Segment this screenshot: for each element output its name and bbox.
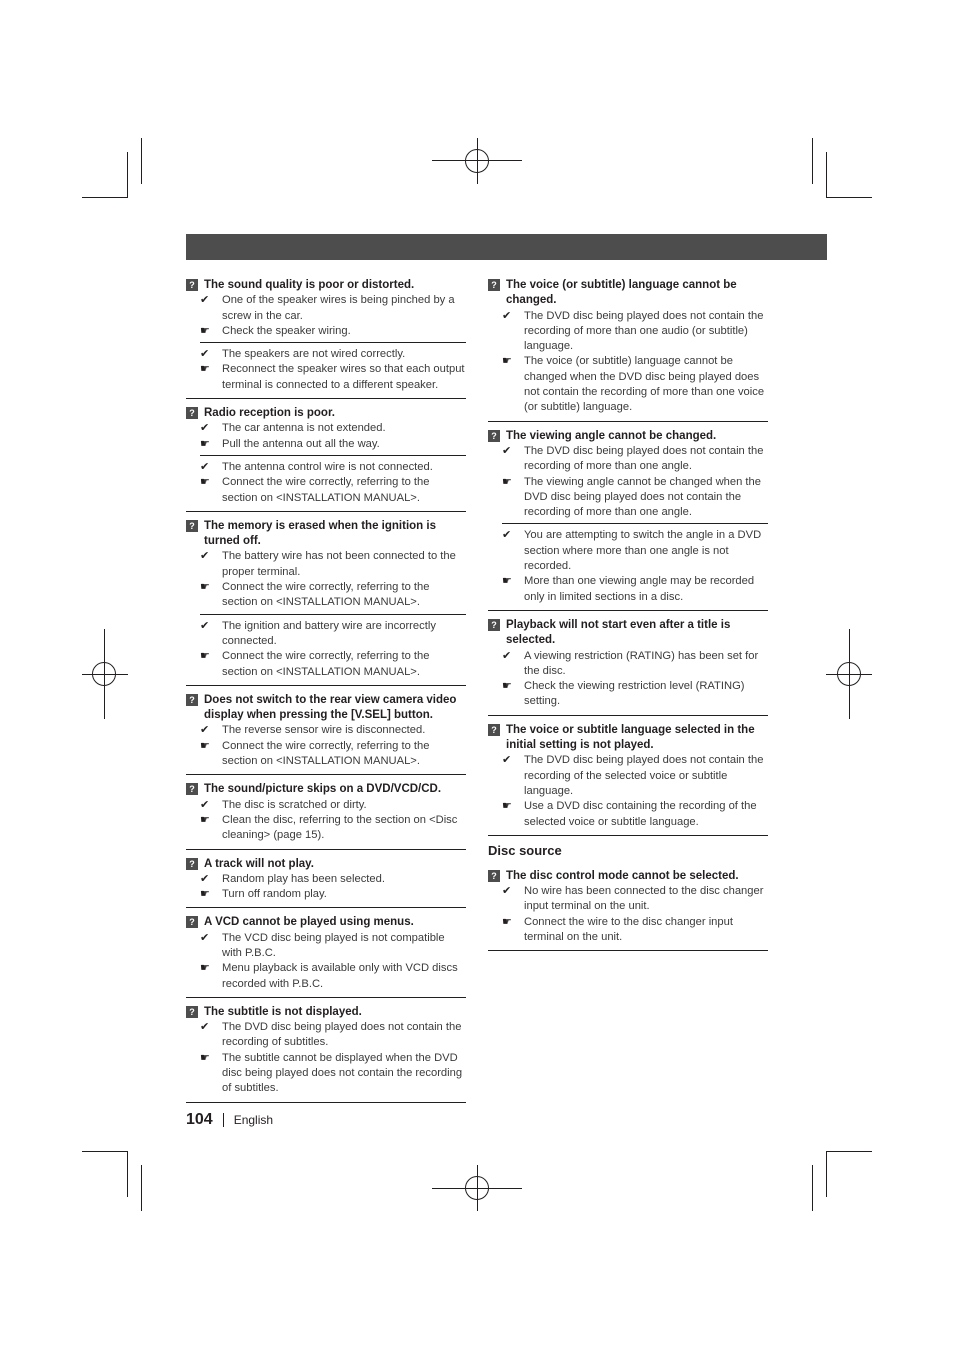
cause-solution-group (502, 884, 768, 948)
troubleshooting-section (186, 782, 466, 849)
question-row (488, 618, 768, 649)
troubleshooting-section (488, 278, 768, 422)
checkmark-icon: ✔ (200, 1021, 210, 1034)
checkmark-icon: ✔ (200, 348, 210, 361)
crop-mark (82, 1151, 128, 1152)
crop-mark (127, 1151, 128, 1197)
cause-text: The DVD disc being played does not contain the recording of more than one angle. (524, 444, 764, 473)
cause-item (200, 460, 466, 475)
question-row (186, 406, 466, 421)
cause-item (502, 753, 768, 799)
cause-text: The car antenna is not extended. (222, 422, 386, 435)
solution-text: Menu playback is available only with VCD discs recorded with P.B.C. (222, 962, 458, 990)
solution-item (200, 739, 466, 770)
solution-text: The voice (or subtitle) language cannot be changed when the DVD disc being played does not contain the recording of more than one voice (or subtitle) language. (524, 355, 765, 414)
solution-item (502, 799, 768, 830)
solution-item (502, 574, 768, 605)
pointing-hand-icon: ☛ (502, 680, 512, 693)
solution-text: Check the speaker wiring. (222, 324, 351, 337)
solution-item (200, 961, 466, 992)
question-text: The memory is erased when the ignition is turned off. (204, 519, 436, 548)
question-row (488, 869, 768, 884)
cause-solution-group (200, 421, 466, 455)
crop-mark (826, 1151, 872, 1152)
checkmark-icon: ✔ (200, 294, 210, 307)
cause-text: No wire has been connected to the disc changer input terminal on the unit. (524, 885, 764, 913)
crop-mark (826, 152, 827, 198)
troubleshooting-section (186, 406, 466, 512)
checkmark-icon: ✔ (502, 309, 512, 322)
cause-item (200, 347, 466, 362)
right-troubleshooting-list (488, 278, 768, 836)
solution-text: More than one viewing angle may be recorded only in limited sections in a disc. (524, 575, 755, 603)
cause-solution-group (200, 455, 466, 509)
crop-mark (826, 1151, 827, 1197)
question-text: Does not switch to the rear view camera video display when pressing the [V.SEL] button. (204, 693, 457, 722)
question-mark-icon: ? (186, 1006, 198, 1018)
cause-solution-group (502, 523, 768, 607)
checkmark-icon: ✔ (502, 885, 512, 898)
solution-item (200, 475, 466, 506)
question-row (186, 857, 466, 872)
pointing-hand-icon: ☛ (502, 800, 512, 813)
left-column (186, 278, 466, 1110)
checkmark-icon: ✔ (200, 460, 210, 473)
question-text: The voice or subtitle language selected in the initial setting is not played. (506, 723, 755, 752)
right-column (488, 278, 768, 958)
troubleshooting-section (488, 618, 768, 716)
question-row (186, 693, 466, 724)
solution-item (200, 362, 466, 393)
crop-mark (141, 1165, 142, 1211)
crop-mark (82, 197, 128, 198)
troubleshooting-section (488, 869, 768, 951)
question-text: The voice (or subtitle) language cannot be changed. (506, 279, 737, 307)
pointing-hand-icon: ☛ (200, 363, 210, 376)
cause-text: The DVD disc being played does not contain the recording of the selected voice or subtitle language. (524, 754, 764, 797)
solution-item (200, 437, 466, 452)
cause-text: The DVD disc being played does not contain the recording of subtitles. (222, 1021, 462, 1049)
cause-item (200, 619, 466, 650)
crop-mark (127, 152, 128, 198)
cause-solution-group (200, 798, 466, 847)
solution-item (200, 1051, 466, 1097)
cause-item (200, 931, 466, 962)
pointing-hand-icon: ☛ (200, 650, 210, 663)
checkmark-icon: ✔ (502, 754, 512, 767)
cause-item (502, 309, 768, 355)
cause-solution-group (200, 549, 466, 613)
pointing-hand-icon: ☛ (200, 476, 210, 489)
solution-text: The subtitle cannot be displayed when the DVD disc being played does not contain the recording of subtitles. (222, 1051, 463, 1095)
pointing-hand-icon: ☛ (200, 813, 210, 826)
question-row (186, 519, 466, 550)
cause-item (200, 723, 466, 738)
cause-item (200, 798, 466, 813)
pointing-hand-icon: ☛ (200, 962, 210, 975)
question-mark-icon: ? (186, 783, 198, 795)
checkmark-icon: ✔ (200, 619, 210, 632)
cause-text: The speakers are not wired correctly. (222, 348, 406, 361)
solution-text: Pull the antenna out all the way. (222, 437, 380, 450)
cause-solution-group (200, 342, 466, 396)
cause-item (502, 649, 768, 680)
cause-item (200, 1020, 466, 1051)
troubleshooting-section (488, 429, 768, 611)
reg-circle (465, 149, 489, 173)
cause-text: The DVD disc being played does not contain the recording of more than one audio (or subtitle) language. (524, 309, 764, 353)
question-row (488, 429, 768, 444)
solution-text: Connect the wire correctly, referring to the section on <INSTALLATION MANUAL>. (222, 650, 430, 678)
question-text: The viewing angle cannot be changed. (506, 429, 717, 442)
disc-source-heading: Disc source (488, 842, 562, 858)
solution-item (200, 324, 466, 339)
question-text: The disc control mode cannot be selected. (506, 869, 739, 882)
crop-mark (812, 138, 813, 184)
reg-circle (837, 662, 861, 686)
cause-solution-group (200, 723, 466, 772)
question-text: A VCD cannot be played using menus. (204, 916, 414, 929)
question-row (186, 782, 466, 797)
question-row (488, 723, 768, 754)
checkmark-icon: ✔ (502, 444, 512, 457)
solution-text: Use a DVD disc containing the recording of the selected voice or subtitle language. (524, 800, 757, 828)
cause-text: Random play has been selected. (222, 872, 385, 885)
cause-solution-group (502, 649, 768, 713)
checkmark-icon: ✔ (200, 872, 210, 885)
solution-item (502, 679, 768, 710)
pointing-hand-icon: ☛ (502, 915, 512, 928)
troubleshooting-section (186, 693, 466, 775)
question-mark-icon: ? (186, 520, 198, 532)
pointing-hand-icon: ☛ (502, 575, 512, 588)
footer-divider (223, 1113, 224, 1127)
pointing-hand-icon: ☛ (200, 739, 210, 752)
cause-item (200, 872, 466, 887)
troubleshooting-section (186, 857, 466, 909)
question-row (488, 278, 768, 309)
cause-item (200, 293, 466, 324)
cause-item (502, 528, 768, 574)
checkmark-icon: ✔ (502, 649, 512, 662)
solution-item (200, 887, 466, 902)
cause-text: A viewing restriction (RATING) has been set for the disc. (524, 649, 759, 677)
troubleshooting-section (186, 278, 466, 399)
question-row (186, 1005, 466, 1020)
question-mark-icon: ? (186, 279, 198, 291)
troubleshooting-section (186, 1005, 466, 1103)
cause-text: The disc is scratched or dirty. (222, 798, 367, 811)
question-mark-icon: ? (186, 694, 198, 706)
question-mark-icon: ? (488, 870, 500, 882)
troubleshooting-section (488, 723, 768, 836)
solution-text: Connect the wire correctly, referring to the section on <INSTALLATION MANUAL>. (222, 739, 430, 768)
cause-text: The VCD disc being played is not compatible with P.B.C. (222, 931, 445, 959)
disc-source-list (488, 869, 768, 951)
checkmark-icon: ✔ (200, 931, 210, 944)
troubleshooting-section (186, 915, 466, 997)
question-text: The sound/picture skips on a DVD/VCD/CD. (204, 783, 442, 796)
cause-solution-group (200, 931, 466, 995)
question-mark-icon: ? (186, 858, 198, 870)
question-text: The subtitle is not displayed. (204, 1005, 362, 1018)
solution-item (200, 649, 466, 680)
cause-solution-group (502, 309, 768, 419)
cause-solution-group (200, 614, 466, 683)
section-header-bar (186, 234, 827, 260)
solution-text: Turn off random play. (222, 888, 327, 901)
solution-item (200, 580, 466, 611)
cause-text: The battery wire has not been connected to the proper terminal. (222, 550, 456, 578)
cause-text: The ignition and battery wire are incorrectly connected. (222, 619, 436, 647)
solution-text: Check the viewing restriction level (RATING) setting. (524, 680, 745, 708)
footer-language: English (233, 1113, 274, 1127)
question-mark-icon: ? (488, 279, 500, 291)
cause-solution-group (200, 872, 466, 906)
question-row (186, 278, 466, 293)
crop-mark (826, 197, 872, 198)
question-mark-icon: ? (488, 619, 500, 631)
reg-circle (465, 1176, 489, 1200)
solution-text: Clean the disc, referring to the section on <Disc cleaning> (page 15). (222, 813, 458, 842)
solution-text: Reconnect the speaker wires so that each output terminal is connected to a different speaker. (222, 363, 465, 391)
cause-solution-group (502, 444, 768, 523)
solution-text: Connect the wire correctly, referring to the section on <INSTALLATION MANUAL>. (222, 476, 430, 504)
cause-text: The reverse sensor wire is disconnected. (222, 724, 426, 737)
pointing-hand-icon: ☛ (200, 1051, 210, 1064)
pointing-hand-icon: ☛ (200, 437, 210, 450)
checkmark-icon: ✔ (502, 529, 512, 542)
question-text: Radio reception is poor. (204, 407, 335, 420)
pointing-hand-icon: ☛ (502, 475, 512, 488)
pointing-hand-icon: ☛ (200, 581, 210, 594)
checkmark-icon: ✔ (200, 550, 210, 563)
checkmark-icon: ✔ (200, 724, 210, 737)
crop-mark (812, 1165, 813, 1211)
checkmark-icon: ✔ (200, 422, 210, 435)
question-text: The sound quality is poor or distorted. (204, 279, 415, 291)
page-number: 104 (186, 1111, 213, 1128)
pointing-hand-icon: ☛ (200, 888, 210, 901)
solution-item (200, 813, 466, 844)
pointing-hand-icon: ☛ (200, 324, 210, 337)
solution-text: Connect the wire to the disc changer input terminal on the unit. (524, 915, 733, 943)
reg-circle (92, 662, 116, 686)
solution-text: Connect the wire correctly, referring to the section on <INSTALLATION MANUAL>. (222, 581, 430, 609)
solution-item (502, 475, 768, 521)
solution-item (502, 915, 768, 946)
cause-solution-group (502, 753, 768, 832)
question-mark-icon: ? (488, 724, 500, 736)
cause-text: You are attempting to switch the angle in a DVD section where more than one angle is not recorded. (524, 529, 762, 573)
cause-item (502, 444, 768, 475)
solution-item (502, 354, 768, 415)
pointing-hand-icon: ☛ (502, 355, 512, 368)
crop-mark (141, 138, 142, 184)
question-mark-icon: ? (186, 407, 198, 419)
question-mark-icon: ? (186, 916, 198, 928)
troubleshooting-section (186, 519, 466, 686)
question-text: Playback will not start even after a title is selected. (506, 618, 731, 647)
question-row (186, 915, 466, 930)
question-text: A track will not play. (204, 857, 314, 870)
cause-solution-group (200, 293, 466, 342)
cause-text: The antenna control wire is not connected. (222, 460, 433, 473)
cause-item (200, 421, 466, 436)
cause-solution-group (200, 1020, 466, 1099)
question-mark-icon: ? (488, 430, 500, 442)
cause-item (502, 884, 768, 915)
page-footer (186, 1111, 273, 1129)
cause-text: One of the speaker wires is being pinched by a screw in the car. (222, 294, 455, 322)
checkmark-icon: ✔ (200, 798, 210, 811)
cause-item (200, 549, 466, 580)
solution-text: The viewing angle cannot be changed when the DVD disc being played does not contain the recording of more than one angle. (524, 475, 761, 519)
